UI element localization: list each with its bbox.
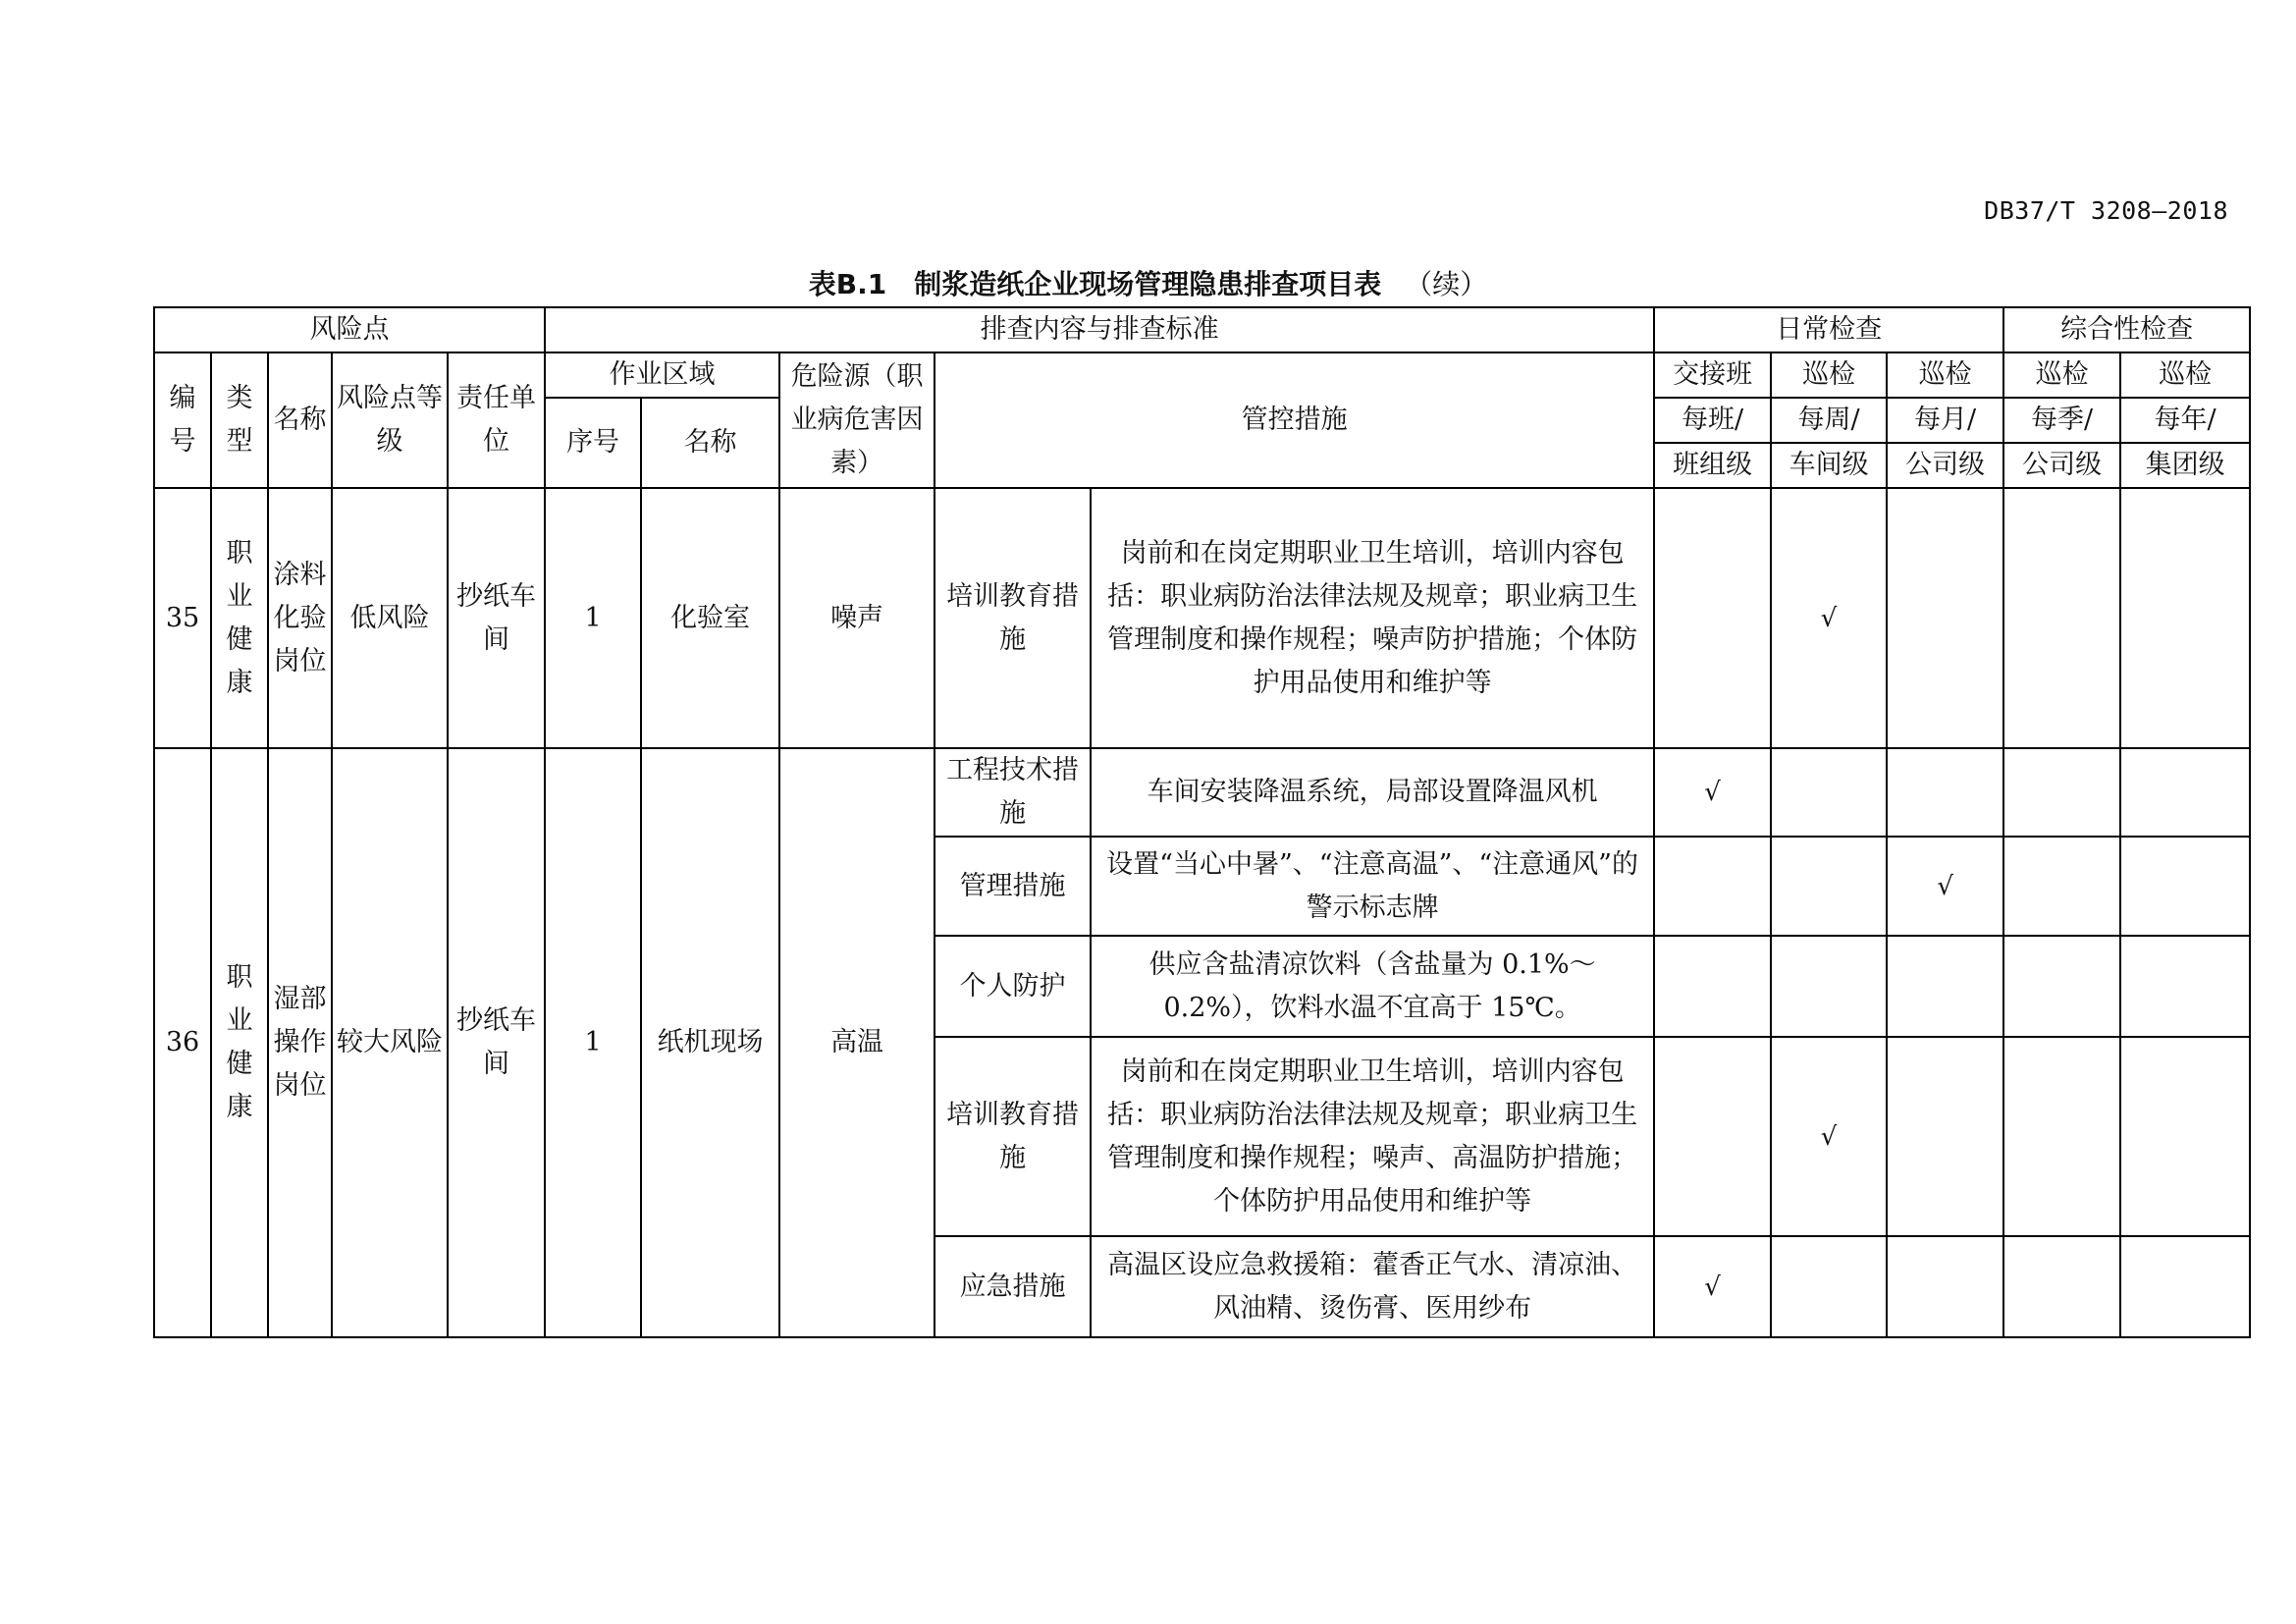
cell-check-1 [1654, 1037, 1771, 1236]
cell-check-3 [1887, 936, 2003, 1037]
header-freq-kind-3: 巡检 [1887, 352, 2003, 398]
check-mark-1: √ [1654, 748, 1771, 837]
header-freq-level-1: 班组级 [1654, 443, 1771, 488]
cell-type: 职业健康 [211, 488, 268, 748]
cell-check-3 [1887, 748, 2003, 837]
header-freq-level-3: 公司级 [1887, 443, 2003, 488]
cell-check-5 [2120, 837, 2250, 936]
cell-seq: 1 [545, 748, 641, 1337]
table-caption [0, 263, 2296, 302]
cell-hazard: 高温 [779, 748, 934, 1337]
check-mark-1: √ [1654, 1236, 1771, 1337]
cell-check-4 [2003, 1037, 2120, 1236]
hazard-inspection-table [153, 306, 2251, 1338]
header-risk-point: 风险点 [154, 307, 545, 352]
cell-check-5 [2120, 1236, 2250, 1337]
header-unit: 责任单位 [448, 352, 545, 488]
header-freq-kind-1: 交接班 [1654, 352, 1771, 398]
header-area-name: 名称 [641, 398, 779, 488]
cell-measure-category: 工程技术措施 [934, 748, 1091, 837]
header-freq-kind-4: 巡检 [2003, 352, 2120, 398]
cell-check-5 [2120, 488, 2250, 748]
header-comprehensive-check: 综合性检查 [2003, 307, 2250, 352]
cell-check-5 [2120, 936, 2250, 1037]
header-type: 类型 [211, 352, 268, 488]
cell-check-4 [2003, 936, 2120, 1037]
header-level: 风险点等级 [332, 352, 448, 488]
cell-measure-category: 个人防护 [934, 936, 1091, 1037]
header-freq-period-1: 每班/ [1654, 398, 1771, 443]
cell-measure-text: 高温区设应急救援箱：藿香正气水、清凉油、风油精、烫伤膏、医用纱布 [1091, 1236, 1654, 1337]
header-row-2 [154, 352, 2250, 398]
cell-id: 35 [154, 488, 211, 748]
header-control: 管控措施 [934, 352, 1654, 488]
header-seq: 序号 [545, 398, 641, 488]
cell-check-1 [1654, 837, 1771, 936]
header-freq-level-2: 车间级 [1771, 443, 1887, 488]
cell-check-3 [1887, 1236, 2003, 1337]
header-freq-period-5: 每年/ [2120, 398, 2250, 443]
header-freq-period-3: 每月/ [1887, 398, 2003, 443]
cell-check-4 [2003, 748, 2120, 837]
cell-measure-text: 设置“当心中暑”、“注意高温”、“注意通风”的警示标志牌 [1091, 837, 1654, 936]
cell-measure-category: 培训教育措施 [934, 1037, 1091, 1236]
check-mark-2: √ [1771, 488, 1887, 748]
cell-level: 较大风险 [332, 748, 448, 1337]
cell-name: 涂料化验岗位 [268, 488, 332, 748]
table-row [154, 488, 2250, 748]
cell-measure-category: 管理措施 [934, 837, 1091, 936]
cell-check-4 [2003, 488, 2120, 748]
cell-measure-text: 岗前和在岗定期职业卫生培训，培训内容包括：职业病防治法律法规及规章；职业病卫生管理制度和操作规程；噪声、高温防护措施；个体防护用品使用和维护等 [1091, 1037, 1654, 1236]
cell-hazard: 噪声 [779, 488, 934, 748]
cell-check-4 [2003, 837, 2120, 936]
cell-measure-text: 岗前和在岗定期职业卫生培训，培训内容包括：职业病防治法律法规及规章；职业病卫生管理制度和操作规程；噪声防护措施；个体防护用品使用和维护等 [1091, 488, 1654, 748]
cell-measure-text: 车间安装降温系统，局部设置降温风机 [1091, 748, 1654, 837]
header-freq-level-4: 公司级 [2003, 443, 2120, 488]
cell-check-2 [1771, 1236, 1887, 1337]
cell-unit: 抄纸车间 [448, 488, 545, 748]
check-mark-3: √ [1887, 837, 2003, 936]
cell-check-4 [2003, 1236, 2120, 1337]
header-hazard: 危险源（职业病危害因素） [779, 352, 934, 488]
document-number: DB37/T 3208—2018 [1984, 196, 2228, 225]
cell-measure-category: 应急措施 [934, 1236, 1091, 1337]
cell-measure-text: 供应含盐清凉饮料（含盐量为 0.1%～0.2%），饮料水温不宜高于 15℃。 [1091, 936, 1654, 1037]
header-freq-kind-2: 巡检 [1771, 352, 1887, 398]
cell-level: 低风险 [332, 488, 448, 748]
cell-id: 36 [154, 748, 211, 1337]
header-inspection: 排查内容与排查标准 [545, 307, 1654, 352]
check-mark-2: √ [1771, 1037, 1887, 1236]
cell-check-5 [2120, 1037, 2250, 1236]
table-row [154, 748, 2250, 837]
header-name: 名称 [268, 352, 332, 488]
cell-check-2 [1771, 837, 1887, 936]
cell-unit: 抄纸车间 [448, 748, 545, 1337]
header-freq-kind-5: 巡检 [2120, 352, 2250, 398]
header-freq-period-4: 每季/ [2003, 398, 2120, 443]
cell-check-5 [2120, 748, 2250, 837]
header-freq-level-5: 集团级 [2120, 443, 2250, 488]
cell-check-1 [1654, 936, 1771, 1037]
table-caption-title: 表B.1 制浆造纸企业现场管理隐患排查项目表 [808, 268, 1382, 300]
header-id: 编号 [154, 352, 211, 488]
header-area: 作业区域 [545, 352, 779, 398]
cell-area-name: 纸机现场 [641, 748, 779, 1337]
header-daily-check: 日常检查 [1654, 307, 2003, 352]
cell-name: 湿部操作岗位 [268, 748, 332, 1337]
header-freq-period-2: 每周/ [1771, 398, 1887, 443]
cell-measure-category: 培训教育措施 [934, 488, 1091, 748]
cell-check-3 [1887, 488, 2003, 748]
cell-check-2 [1771, 936, 1887, 1037]
cell-area-name: 化验室 [641, 488, 779, 748]
cell-check-2 [1771, 748, 1887, 837]
cell-check-1 [1654, 488, 1771, 748]
cell-seq: 1 [545, 488, 641, 748]
cell-check-3 [1887, 1037, 2003, 1236]
table-caption-continued: （续） [1405, 268, 1488, 300]
header-row-1 [154, 307, 2250, 352]
cell-type: 职业健康 [211, 748, 268, 1337]
